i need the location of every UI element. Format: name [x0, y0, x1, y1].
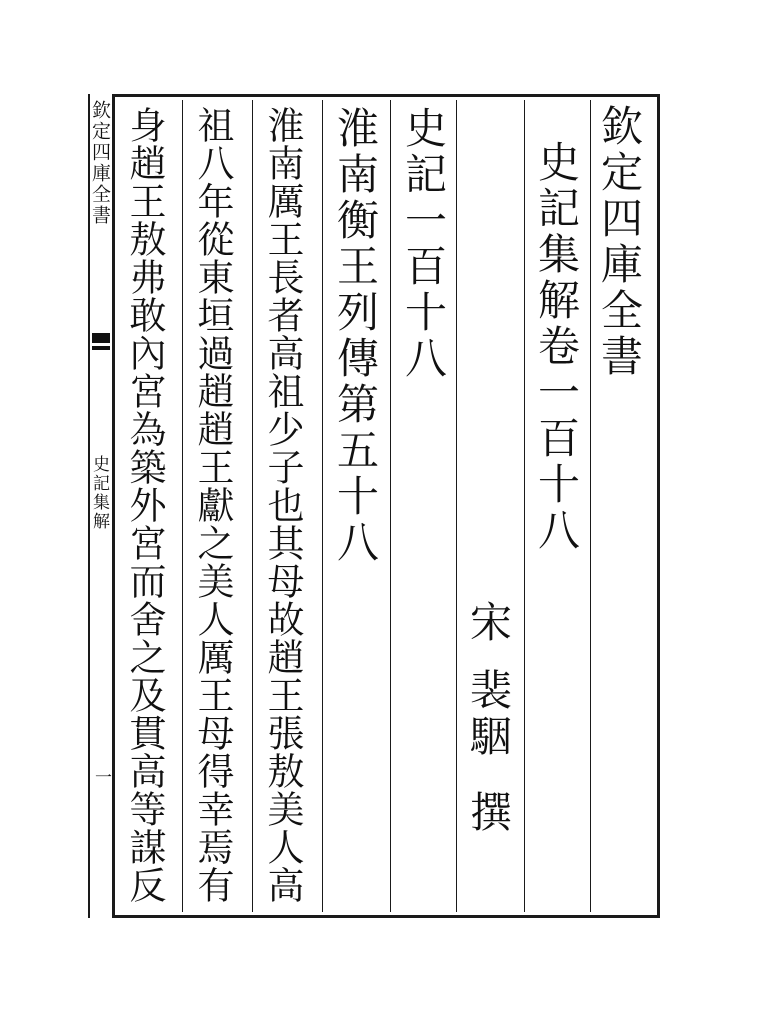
column-divider [322, 100, 323, 912]
chapter-title-column: 淮南衡王列傳第五十八 [331, 106, 380, 566]
collection-title-column: 欽定四庫全書 [595, 104, 644, 380]
margin-collection-title: 欽定四庫全書 [89, 100, 111, 226]
author-name: 裴駰 [464, 668, 513, 760]
text-column: 淮南厲王長者高祖少子也其母故趙王張敖美人高 [261, 106, 304, 904]
margin-book-title: 史記集解 [89, 455, 109, 531]
author-dynasty: 宋 [464, 600, 513, 646]
column-divider [182, 100, 183, 912]
fish-tail-mark-lower [92, 346, 110, 350]
fish-tail-mark [92, 333, 110, 343]
column-divider [456, 100, 457, 912]
author-role: 撰 [464, 790, 513, 836]
volume-title-column: 史記集解卷一百十八 [532, 140, 581, 554]
margin-page-number: 一 [91, 768, 111, 787]
text-column: 身趙王敖弗敢內宮為築外宮而舍之及貫高等謀反 [123, 106, 166, 904]
column-divider [252, 100, 253, 912]
column-divider [524, 100, 525, 912]
text-column: 祖八年從東垣過趙趙王獻之美人厲王母得幸焉有 [191, 106, 234, 904]
chapter-number-column: 史記一百十八 [399, 106, 448, 382]
column-divider [390, 100, 391, 912]
column-divider [590, 100, 591, 912]
